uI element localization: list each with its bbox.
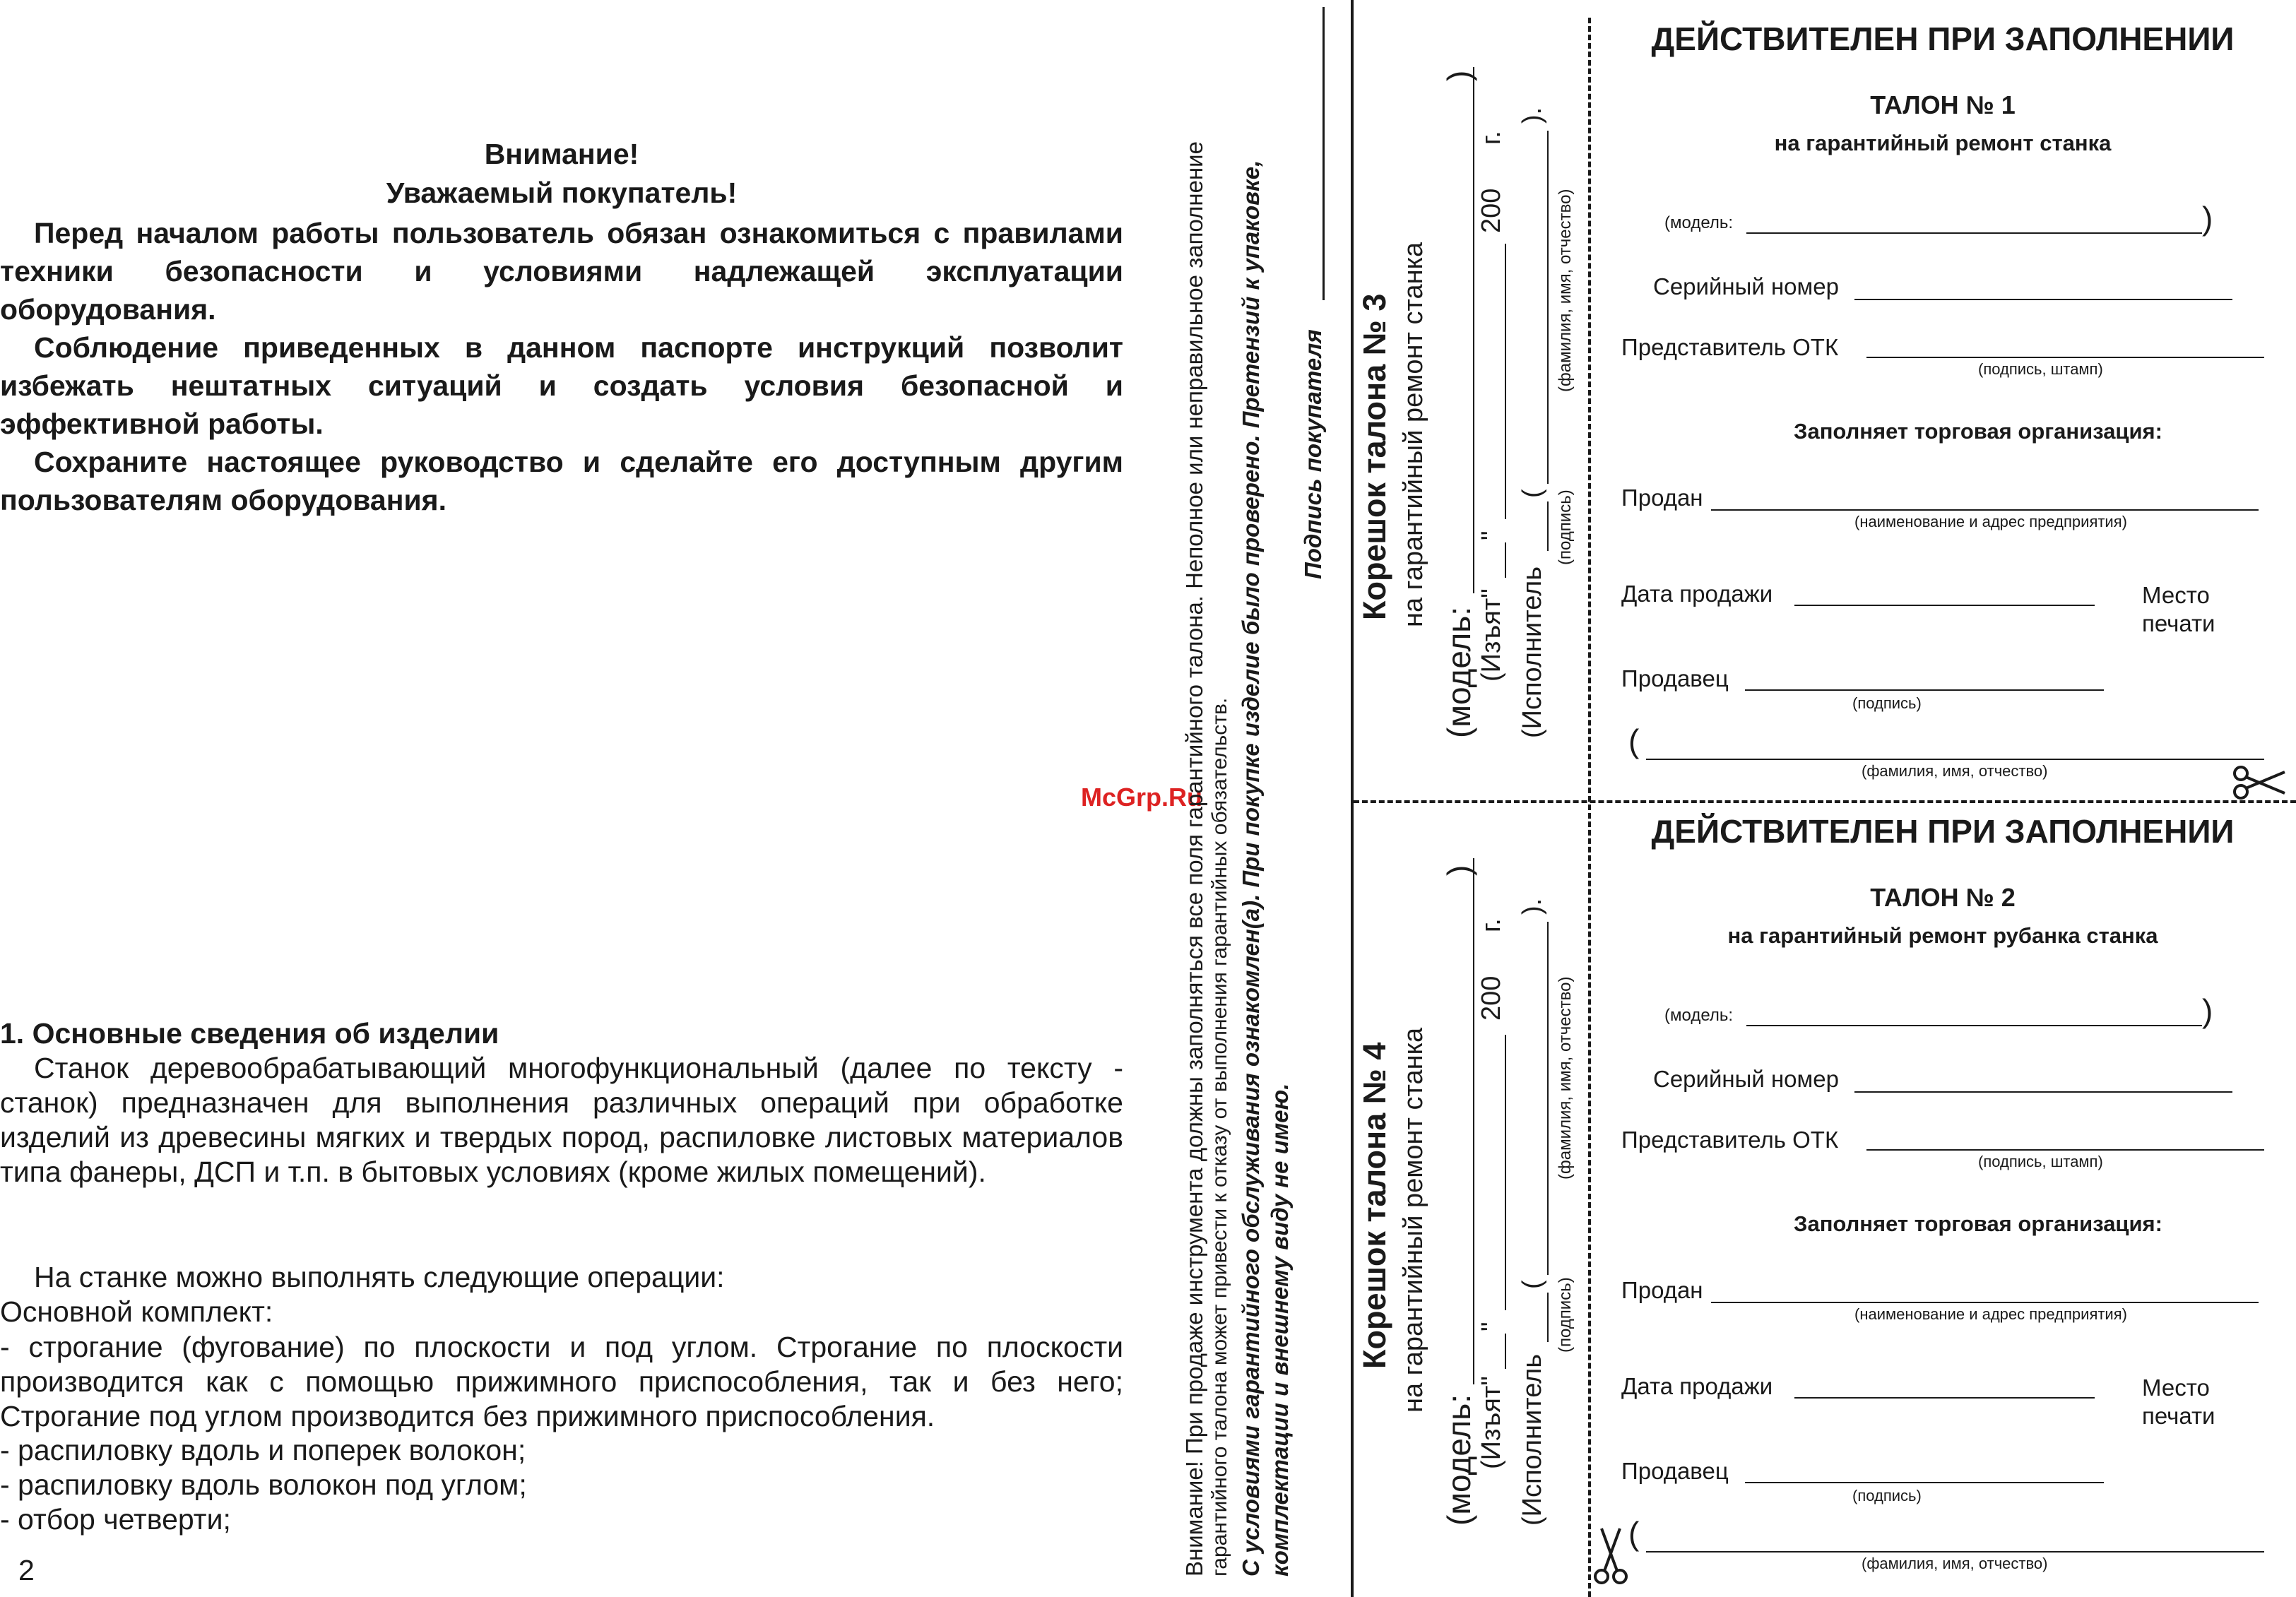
warning-title: Внимание! (484, 138, 639, 170)
coupon-1-sold-hint: (наименование и адрес предприятия) (1854, 513, 2127, 530)
coupon-1-seller-label: Продавец (1621, 665, 1729, 691)
page-number: 2 (18, 1554, 35, 1586)
coupon-2-name-hint: (фамилия, имя, отчество) (1862, 1555, 2048, 1572)
notice-line-4: комплектации и внешнему виду не имею. (1267, 1083, 1293, 1577)
warning-paragraph-3: Сохраните настоящее руководство и сделайте его доступным другим пользователям оборудования. (0, 446, 1123, 516)
stub-4-year-suffix: г. (1477, 918, 1506, 932)
stub-4-end-paren: ). (1517, 898, 1547, 915)
stub-3-year-suffix: г. (1477, 131, 1506, 145)
coupon-1-otk-hint: (подпись, штамп) (1978, 360, 2103, 378)
coupon-1-title: ТАЛОН № 1 (1870, 90, 2016, 119)
coupon-2-model-field[interactable] (1746, 1025, 2202, 1026)
coupon-1-date-field[interactable] (1794, 605, 2095, 606)
coupon-2-header: ДЕЙСТВИТЕЛЕН ПРИ ЗАПОЛНЕНИИ (1651, 813, 2235, 850)
coupon-2-sold-label: Продан (1621, 1277, 1703, 1303)
buyer-signature-label: Подпись покупателя (1300, 329, 1326, 579)
kit-label: Основной комплект: (0, 1295, 273, 1328)
scissors-icon (1593, 1526, 1628, 1586)
coupon-1-name-hint: (фамилия, имя, отчество) (1862, 762, 2048, 780)
operation-rip-angle: - распиловку вдоль волокон под углом; (0, 1468, 527, 1501)
coupon-2-stamp-line-1: Место (2142, 1375, 2210, 1401)
coupon-1-model-field[interactable] (1746, 232, 2202, 234)
coupon-2-otk-field[interactable] (1866, 1149, 2264, 1151)
coupon-1-otk-field[interactable] (1866, 357, 2264, 358)
section-title: 1. Основные сведения об изделии (0, 1017, 499, 1050)
coupon-2-date-label: Дата продажи (1621, 1373, 1773, 1399)
coupon-2-serial-label: Серийный номер (1653, 1066, 1839, 1092)
coupon-1-stamp-line-1: Место (2142, 582, 2210, 608)
stub-4-subtitle: на гарантийный ремонт станка (1399, 1027, 1428, 1413)
operation-rabbet: - отбор четверти; (0, 1503, 231, 1536)
coupon-1-name-field[interactable] (1646, 759, 2264, 760)
coupon-2-date-field[interactable] (1794, 1397, 2095, 1399)
coupon-2-subtitle: на гарантийный ремонт рубанка станка (1727, 923, 2158, 948)
stub-3-year: 200 (1477, 188, 1506, 233)
stub-3-open-paren: ( (1517, 489, 1547, 498)
coupon-2-otk-hint: (подпись, штамп) (1978, 1153, 2103, 1170)
coupon-2-title: ТАЛОН № 2 (1870, 883, 2016, 912)
stub-4-executor-label: (Исполнитель (1517, 1353, 1547, 1526)
stub-4-year: 200 (1477, 975, 1506, 1021)
notice-line-2: гарантийного талона может привести к отказу от выполнения гарантийных обязательств. (1208, 697, 1231, 1577)
stub-3-model-line (1473, 67, 1474, 593)
coupon-2-stamp-line-2: печати (2142, 1403, 2215, 1429)
warning-paragraph-2: Соблюдение приведенных в данном паспорте инструкций позволит избежать нештатных ситуаций и создать условия безопасной и эффективной работы. (0, 331, 1123, 440)
coupon-1-sold-label: Продан (1621, 485, 1703, 511)
coupon-1-trade-title: Заполняет торговая организация: (1794, 419, 2162, 444)
stub-4-open-paren: ( (1517, 1280, 1547, 1289)
notice-line-1: Внимание! При продаже инструмента должны заполняться все поля гарантийного талона. Неполное или неправильное заполнение (1181, 141, 1207, 1577)
stub-4-sign-hint: (подпись) (1556, 1277, 1575, 1353)
coupon-2-otk-label: Представитель ОТК (1621, 1127, 1839, 1153)
stub-4-quote: " (1477, 1322, 1506, 1331)
stub-3-end-paren: ). (1517, 107, 1547, 124)
coupon-1-serial-label: Серийный номер (1653, 273, 1839, 299)
coupon-2-name-field[interactable] (1646, 1551, 2264, 1553)
coupon-1-subtitle: на гарантийный ремонт станка (1774, 131, 2112, 155)
stub-3-title: Корешок талона № 3 (1356, 293, 1392, 620)
buyer-signature-line (1322, 7, 1325, 300)
section-text: Станок деревообрабатывающий многофункциональный (далее по тексту - станок) предназначен для выполнения различных операций при обработке изделий из древесины мягких и твердых пород, распиловке листовых материалов типа фанеры, ДСП и т.п. в бытовых условиях (кроме жилых помещений). (0, 1052, 1123, 1188)
stub-3-quote: " (1477, 530, 1506, 540)
coupon-1-sold-field[interactable] (1711, 509, 2259, 511)
coupon-1-otk-label: Представитель ОТК (1621, 334, 1839, 360)
operations-intro: На станке можно выполнять следующие операции: (34, 1261, 725, 1293)
scissors-icon (2231, 765, 2286, 800)
coupon-2-model-label: (модель: (1664, 1006, 1734, 1025)
coupon-cut-line (1354, 800, 2296, 803)
coupon-2-name-open: ( (1628, 1515, 1640, 1552)
stub-3-close-paren: ) (1440, 70, 1477, 81)
notice-line-3: С условиями гарантийного обслуживания ознакомлен(а). При покупке изделие было проверено. Претензий к упаковке, (1238, 160, 1264, 1577)
stub-3-executor-label: (Исполнитель (1517, 566, 1547, 738)
stub-3-subtitle: на гарантийный ремонт станка (1399, 242, 1428, 627)
notice-divider (1351, 0, 1354, 1597)
stub-3-seized-label: (Изъят" (1477, 588, 1506, 682)
coupon-2-trade-title: Заполняет торговая организация: (1794, 1211, 2162, 1236)
coupon-1-header: ДЕЙСТВИТЕЛЕН ПРИ ЗАПОЛНЕНИИ (1651, 20, 2235, 57)
coupon-1-stamp-line-2: печати (2142, 610, 2215, 636)
operation-planing: - строгание (фугование) по плоскости и под углом. Строгание по плоскости производится как с помощью прижимного приспособления, так и без него; Строгание под углом производится без прижимного приспособления. (0, 1331, 1123, 1432)
warning-subtitle: Уважаемый покупатель! (386, 177, 738, 209)
stub-cut-line (1588, 18, 1591, 1597)
stub-4-close-paren: ) (1440, 865, 1477, 876)
stub-3-name-hint: (фамилия, имя, отчество) (1556, 189, 1575, 392)
coupon-2-seller-field[interactable] (1745, 1482, 2104, 1483)
coupon-1-model-close: ) (2202, 200, 2213, 237)
stub-4-title: Корешок талона № 4 (1356, 1042, 1392, 1369)
coupon-2-serial-field[interactable] (1854, 1091, 2232, 1093)
coupon-1-serial-field[interactable] (1854, 299, 2232, 300)
coupon-2-seller-hint: (подпись) (1852, 1487, 1922, 1504)
coupon-2-seller-label: Продавец (1621, 1458, 1729, 1484)
stub-4-model-line (1473, 858, 1474, 1384)
coupon-2-sold-field[interactable] (1711, 1302, 2259, 1303)
warning-paragraph-1: Перед началом работы пользователь обязан ознакомиться с правилами техники безопасности и условиями надлежащей эксплуатации оборудования. (0, 217, 1123, 326)
stub-3-model-label: (модель: (1440, 607, 1477, 738)
coupon-1-date-label: Дата продажи (1621, 581, 1773, 607)
stub-3-sign-hint: (подпись) (1556, 489, 1575, 565)
coupon-1-model-label: (модель: (1664, 213, 1734, 232)
operation-rip-cross: - распиловку вдоль и поперек волокон; (0, 1434, 526, 1466)
coupon-1-seller-field[interactable] (1745, 689, 2104, 691)
coupon-1-seller-hint: (подпись) (1852, 694, 1922, 712)
stub-4-model-label: (модель: (1440, 1394, 1477, 1526)
coupon-2-sold-hint: (наименование и адрес предприятия) (1854, 1305, 2127, 1323)
watermark: McGrp.Ru (1081, 783, 1203, 812)
coupon-1-name-open: ( (1628, 723, 1640, 759)
stub-4-seized-label: (Изъят" (1477, 1376, 1506, 1469)
stub-4-name-hint: (фамилия, имя, отчество) (1556, 976, 1575, 1180)
coupon-2-model-close: ) (2202, 992, 2213, 1029)
